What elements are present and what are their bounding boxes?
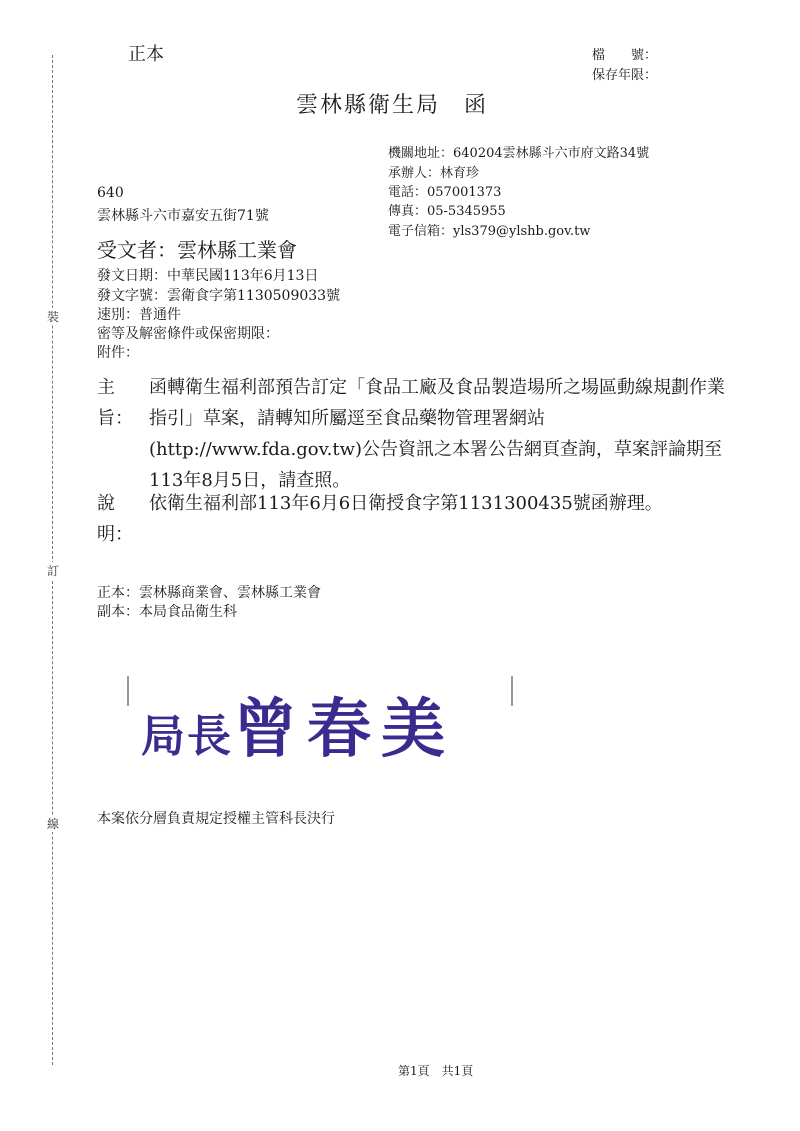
attachment: 附件： [97, 345, 139, 361]
subject-label: 主旨： [97, 377, 133, 429]
retention-period-label: 保存年限： [592, 68, 658, 83]
explanation-label: 說明： [97, 493, 133, 545]
email: 電子信箱：yls379@ylshb.gov.tw [388, 224, 591, 239]
fax: 傳真：05-5345955 [388, 204, 506, 219]
main-recipients: 正本：雲林縣商業會、雲林縣工業會 [97, 585, 321, 601]
copy-recipients: 副本：本局食品衛生科 [97, 604, 237, 620]
issue-date: 發文日期：中華民國113年6月13日 [97, 268, 319, 284]
stamp-name: 曾春美 [233, 692, 455, 767]
contact-person: 承辦人：林育珍 [388, 166, 480, 181]
stamp-bracket-left [127, 676, 135, 706]
copy-type: 正本 [128, 44, 164, 65]
archive-number-label: 檔 號： [592, 48, 658, 63]
delivery-speed: 速別：普通件 [97, 307, 181, 323]
stamp-text [141, 678, 455, 770]
phone: 電話：057001373 [388, 185, 502, 200]
postcode: 640 [97, 185, 124, 201]
stamp-title: 局長 [141, 711, 233, 762]
subject-text: 函轉衛生福利部預告訂定「食品工廠及食品製造場所之場區動線規劃作業指引」草案，請轉知所屬逕至食品藥物管理署網站(http://www.fda.gov.tw)公告資訊之本署公告網頁查詢，草案評論期至113年8月5日，請查照。 [149, 377, 725, 491]
agency-address: 機關地址：640204雲林縣斗六市府文路34號 [388, 146, 650, 161]
authorization-note: 本案依分層負責規定授權主管科長決行 [97, 811, 335, 827]
binding-mark-zhuang: 裝 [46, 310, 59, 324]
explanation-section [97, 488, 727, 550]
explanation-text: 依衛生福利部113年6月6日衛授食字第1131300435號函辦理。 [149, 493, 663, 514]
secrecy-level: 密等及解密條件或保密期限： [97, 326, 279, 342]
subject-section [97, 372, 727, 496]
document-title: 雲林縣衛生局 函 [296, 93, 489, 118]
page-footer: 第1頁 共1頁 [398, 1064, 474, 1078]
mailing-address: 雲林縣斗六市嘉安五街71號 [97, 208, 269, 224]
recipient: 受文者：雲林縣工業會 [97, 238, 297, 262]
binding-line [52, 55, 53, 1065]
director-stamp [127, 676, 513, 767]
binding-mark-ding: 訂 [46, 564, 59, 578]
document-number: 發文字號：雲衛食字第1130509033號 [97, 288, 341, 304]
binding-mark-xian: 線 [46, 817, 59, 831]
stamp-bracket-right [505, 676, 513, 706]
